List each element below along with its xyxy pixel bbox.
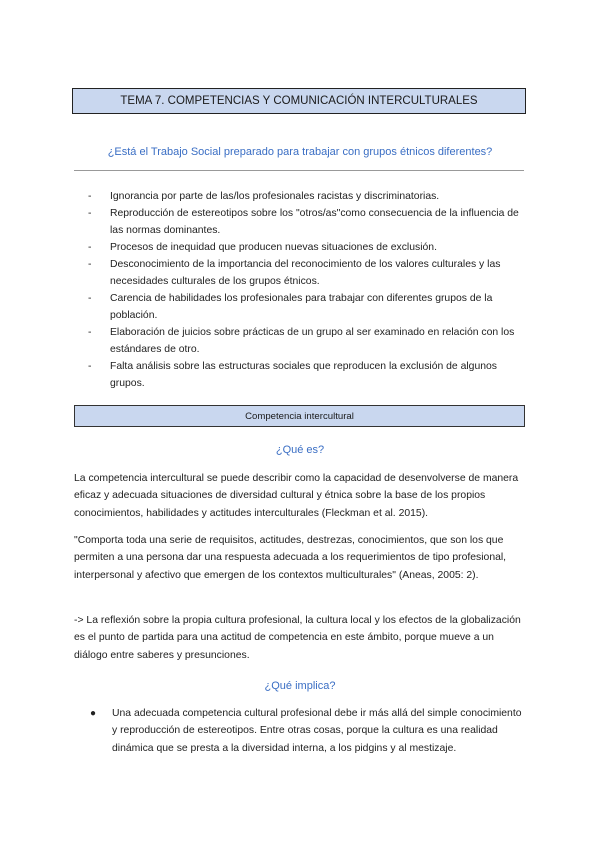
list-item-text: Una adecuada competencia cultural profesional debe ir más allá del simple conocimiento y reproducción de estereotipos. Entre otras cosas, porque la cultura es una realidad dinámica que se presta a la diversidad interna, a los pidgins y al mestizaje. [112, 708, 522, 754]
page-title: TEMA 7. COMPETENCIAS Y COMUNICACIÓN INTERCULTURALES [120, 95, 478, 107]
list-item [88, 290, 528, 324]
list-item [88, 239, 528, 256]
title-box [72, 88, 526, 114]
question-heading-1: ¿Está el Trabajo Social preparado para trabajar con grupos étnicos diferentes? [107, 146, 493, 158]
list-item-text: Carencia de habilidades los profesionales para trabajar con diferentes grupos de la población. [110, 293, 493, 321]
divider [74, 170, 524, 171]
paragraph-reflection: -> La reflexión sobre la propia cultura profesional, la cultura local y los efectos de la globalización es el punto de partida para una actitud de competencia en este ámbito, porque mueve a un diálogo entre saberes y presunciones. [74, 615, 521, 661]
list-item [88, 256, 528, 290]
bullet-marker: ● [90, 708, 97, 719]
paragraph-quote: "Comporta toda una serie de requisitos, actitudes, destrezas, conocimientos, que son los que permiten a una persona dar una respuesta adecuada a los requerimientos de tipo profesional, interpersonal y afectivo que emergen de los contextos multiculturales" (Aneas, 2005: 2). [74, 535, 507, 581]
dash-marker: - [88, 242, 92, 253]
list-item-text: Procesos de inequidad que producen nuevas situaciones de exclusión. [110, 242, 437, 253]
paragraph-definition: La competencia intercultural se puede describir como la capacidad de desenvolverse de manera eficaz y adecuada situaciones de diversidad cultural y étnica sobre la base de los propios conocimientos, habilidades y actitudes interculturales (Fleckman et al. 2015). [74, 473, 519, 519]
list-item [88, 705, 528, 757]
dash-marker: - [88, 208, 92, 219]
section-heading-box [74, 405, 525, 427]
dash-marker: - [88, 327, 92, 338]
list-item-text: Reproducción de estereotipos sobre los "otros/as"como consecuencia de la influencia de las normas dominantes. [110, 208, 519, 236]
list-item [88, 324, 528, 358]
dash-marker: - [88, 191, 92, 202]
dash-marker: - [88, 259, 92, 270]
list-item [88, 205, 528, 239]
section-heading: Competencia intercultural [245, 410, 354, 422]
list-item-text: Elaboración de juicios sobre prácticas de un grupo al ser examinado en relación con los estándares de otro. [110, 327, 515, 355]
list-item [88, 188, 528, 205]
dash-marker: - [88, 293, 92, 304]
list-item-text: Ignorancia por parte de las/los profesionales racistas y discriminatorias. [110, 191, 440, 202]
question-heading-2: ¿Qué es? [275, 444, 325, 456]
list-item-text: Falta análisis sobre las estructuras sociales que reproducen la exclusión de algunos grupos. [110, 361, 497, 389]
list-item-text: Desconocimiento de la importancia del reconocimiento de los valores culturales y las necesidades culturales de los grupos étnicos. [110, 259, 501, 287]
question-heading-3: ¿Qué implica? [264, 680, 336, 692]
list-item [88, 358, 528, 392]
dash-list [88, 188, 528, 392]
bullet-list [88, 705, 528, 757]
dash-marker: - [88, 361, 92, 372]
